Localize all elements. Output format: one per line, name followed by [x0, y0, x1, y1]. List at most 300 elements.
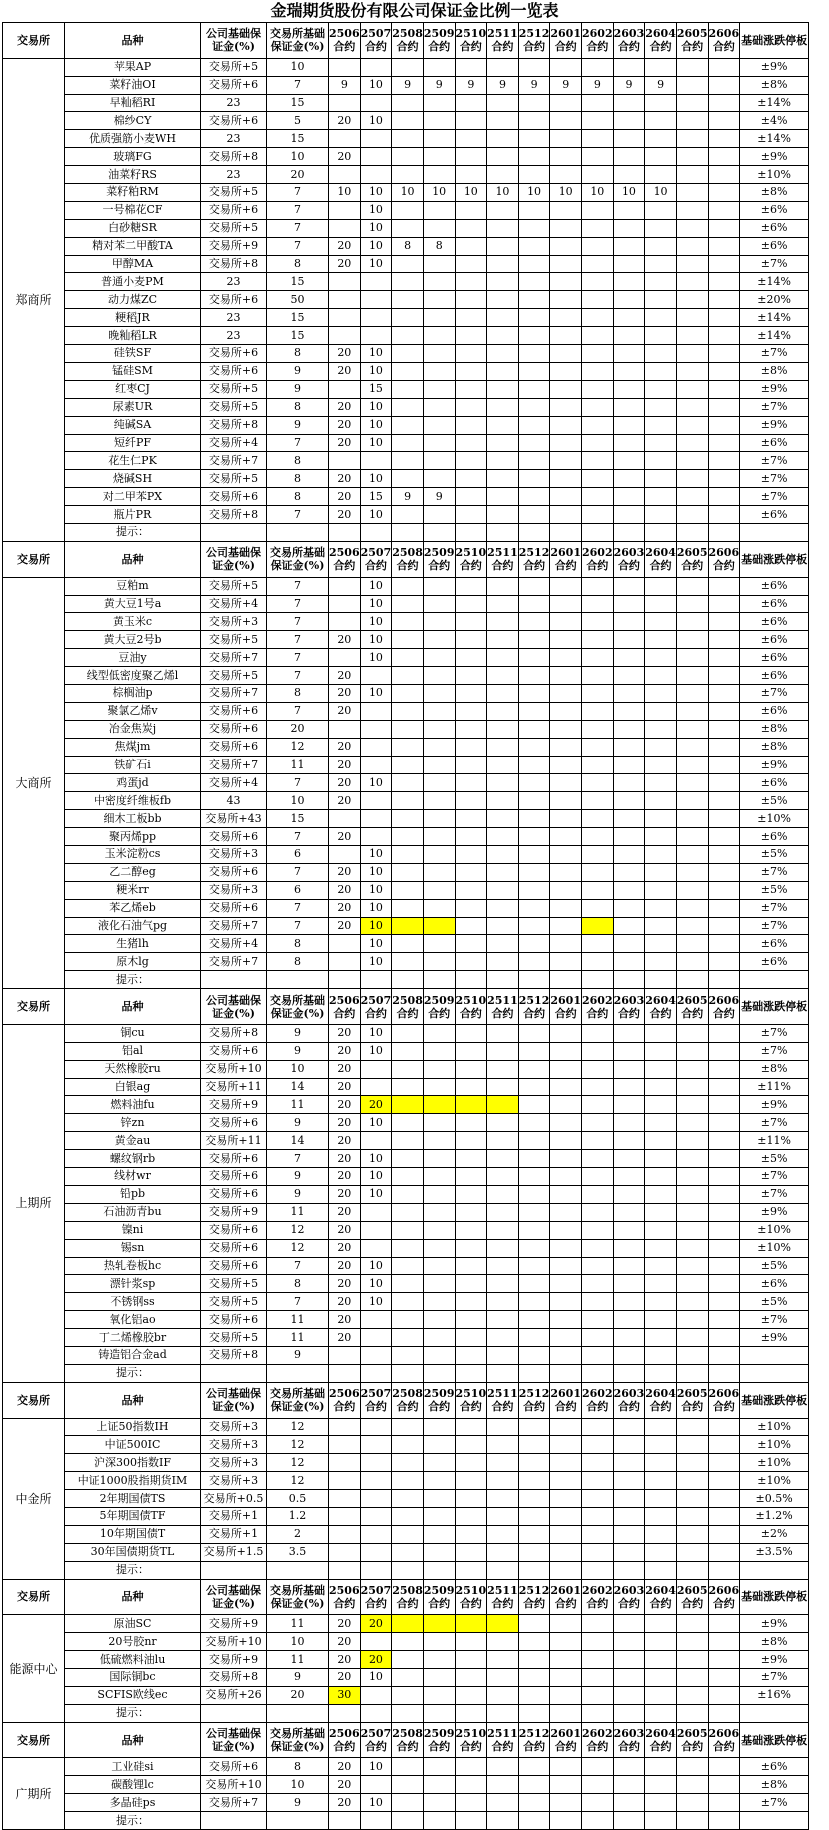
product-cell: 生猪lh [65, 935, 201, 953]
contract-margin-cell [550, 309, 582, 327]
contract-margin-cell [708, 434, 740, 452]
contract-margin-cell [645, 1060, 677, 1078]
product-cell: 菜籽粕RM [65, 184, 201, 202]
empty-cell [423, 971, 455, 989]
contract-margin-cell [550, 488, 582, 506]
company-margin-cell: 交易所+5 [201, 1275, 267, 1293]
contract-margin-cell [550, 273, 582, 291]
contract-margin-cell [582, 1686, 614, 1704]
table-row [3, 631, 809, 649]
company-margin-cell: 交易所+3 [201, 1436, 267, 1454]
contract-margin-cell [392, 863, 424, 881]
column-header: 2602合约 [582, 1722, 614, 1758]
contract-margin-cell [708, 416, 740, 434]
contract-margin-cell [329, 452, 361, 470]
contract-margin-cell [708, 1329, 740, 1347]
contract-margin-cell [455, 1490, 487, 1508]
contract-margin-cell [518, 828, 550, 846]
table-row [3, 649, 809, 667]
contract-margin-cell [645, 577, 677, 595]
company-margin-cell: 交易所+6 [201, 1221, 267, 1239]
contract-margin-cell [550, 1275, 582, 1293]
contract-margin-cell [645, 1239, 677, 1257]
product-cell: 5年期国债TF [65, 1507, 201, 1525]
contract-margin-cell [645, 380, 677, 398]
hint-label: 提示： [65, 971, 201, 989]
contract-margin-cell [613, 881, 645, 899]
contract-margin-cell [550, 738, 582, 756]
contract-margin-cell [487, 702, 519, 720]
exchange-margin-cell: 3.5 [267, 1543, 329, 1561]
contract-margin-cell [613, 1293, 645, 1311]
contract-margin-cell [518, 917, 550, 935]
limit-cell: ±1.2% [740, 1507, 809, 1525]
contract-margin-cell [676, 1042, 708, 1060]
contract-margin-cell [392, 917, 424, 935]
contract-margin-cell [423, 1078, 455, 1096]
product-cell: SCFIS欧线ec [65, 1686, 201, 1704]
contract-margin-cell: 20 [329, 1078, 361, 1096]
table-row [3, 684, 809, 702]
product-cell: 玻璃FG [65, 148, 201, 166]
table-row [3, 488, 809, 506]
product-cell: 黄大豆2号b [65, 631, 201, 649]
contract-margin-cell [613, 201, 645, 219]
contract-margin-cell [676, 309, 708, 327]
exchange-margin-cell: 11 [267, 1329, 329, 1347]
table-row [3, 58, 809, 76]
contract-margin-cell [708, 1525, 740, 1543]
contract-margin-cell [645, 1543, 677, 1561]
product-cell: 线材wr [65, 1168, 201, 1186]
contract-margin-cell [455, 667, 487, 685]
product-cell: 燃料油fu [65, 1096, 201, 1114]
contract-margin-cell [645, 1096, 677, 1114]
product-cell: 豆油y [65, 649, 201, 667]
contract-margin-cell [613, 720, 645, 738]
contract-margin-cell [423, 631, 455, 649]
contract-margin-cell [582, 1794, 614, 1812]
contract-margin-cell [582, 1633, 614, 1651]
contract-margin-cell [487, 1686, 519, 1704]
contract-margin-cell [645, 237, 677, 255]
contract-margin-cell [613, 595, 645, 613]
contract-margin-cell [708, 935, 740, 953]
contract-margin-cell [708, 1168, 740, 1186]
exchange-margin-cell: 9 [267, 1185, 329, 1203]
contract-margin-cell [676, 1275, 708, 1293]
contract-margin-cell [423, 1418, 455, 1436]
contract-margin-cell [392, 1507, 424, 1525]
contract-margin-cell [518, 1239, 550, 1257]
exchange-margin-cell: 7 [267, 595, 329, 613]
contract-margin-cell [329, 327, 361, 345]
table-row [3, 1758, 809, 1776]
contract-margin-cell [550, 1794, 582, 1812]
contract-margin-cell [708, 345, 740, 363]
table-row [3, 899, 809, 917]
contract-margin-cell [518, 452, 550, 470]
contract-margin-cell [676, 345, 708, 363]
contract-margin-cell [455, 595, 487, 613]
limit-cell: ±7% [740, 684, 809, 702]
contract-margin-cell [613, 488, 645, 506]
contract-margin-cell [613, 416, 645, 434]
contract-margin-cell [487, 1311, 519, 1329]
limit-cell: ±6% [740, 828, 809, 846]
contract-margin-cell [392, 1436, 424, 1454]
limit-cell: ±7% [740, 1669, 809, 1687]
company-margin-cell: 交易所+6 [201, 1311, 267, 1329]
contract-margin-cell [582, 273, 614, 291]
contract-margin-cell [455, 1615, 487, 1633]
column-header: 2512合约 [518, 1722, 550, 1758]
contract-margin-cell [613, 1311, 645, 1329]
contract-margin-cell [645, 720, 677, 738]
contract-margin-cell [329, 577, 361, 595]
exchange-margin-cell: 8 [267, 1758, 329, 1776]
contract-margin-cell [518, 1794, 550, 1812]
contract-margin-cell [676, 1239, 708, 1257]
product-cell: 动力煤ZC [65, 291, 201, 309]
contract-margin-cell [392, 1346, 424, 1364]
contract-margin-cell [676, 1454, 708, 1472]
column-header: 2511合约 [487, 23, 519, 59]
limit-cell: ±7% [740, 398, 809, 416]
table-row [3, 219, 809, 237]
contract-margin-cell: 9 [645, 76, 677, 94]
table-row [3, 1293, 809, 1311]
product-cell: 氧化铝ao [65, 1311, 201, 1329]
contract-margin-cell [423, 953, 455, 971]
contract-margin-cell [518, 112, 550, 130]
contract-margin-cell [582, 1257, 614, 1275]
empty-cell [518, 1704, 550, 1722]
contract-margin-cell: 10 [360, 1185, 392, 1203]
contract-margin-cell [708, 166, 740, 184]
contract-margin-cell [550, 1311, 582, 1329]
contract-margin-cell [360, 94, 392, 112]
contract-margin-cell [455, 1293, 487, 1311]
contract-margin-cell [455, 1794, 487, 1812]
column-header: 2510合约 [455, 1382, 487, 1418]
limit-cell: ±10% [740, 1472, 809, 1490]
product-cell: 普通小麦PM [65, 273, 201, 291]
contract-margin-cell: 20 [329, 1275, 361, 1293]
limit-cell: ±6% [740, 595, 809, 613]
contract-margin-cell [676, 631, 708, 649]
contract-margin-cell [582, 166, 614, 184]
contract-margin-cell [392, 434, 424, 452]
contract-margin-cell [518, 506, 550, 524]
empty-cell [582, 1812, 614, 1830]
product-cell: 工业硅si [65, 1758, 201, 1776]
contract-margin-cell [708, 1293, 740, 1311]
company-margin-cell: 交易所+5 [201, 1293, 267, 1311]
contract-margin-cell [392, 1096, 424, 1114]
contract-margin-cell [708, 58, 740, 76]
company-margin-cell: 交易所+6 [201, 1150, 267, 1168]
contract-margin-cell: 20 [329, 917, 361, 935]
contract-margin-cell [455, 291, 487, 309]
empty-cell [267, 523, 329, 541]
column-header: 交易所 [3, 541, 65, 577]
contract-margin-cell [676, 863, 708, 881]
contract-margin-cell [582, 684, 614, 702]
contract-margin-cell [582, 1060, 614, 1078]
company-margin-cell: 交易所+6 [201, 362, 267, 380]
contract-margin-cell [518, 702, 550, 720]
column-header: 2508合约 [392, 541, 424, 577]
company-margin-cell: 交易所+3 [201, 1418, 267, 1436]
column-header: 2509合约 [423, 23, 455, 59]
column-header: 2605合约 [676, 541, 708, 577]
exchange-margin-cell: 9 [267, 1346, 329, 1364]
column-header: 2506合约 [329, 989, 361, 1025]
empty-cell [740, 971, 809, 989]
contract-margin-cell [550, 1257, 582, 1275]
contract-margin-cell [518, 1651, 550, 1669]
header-row [3, 989, 809, 1025]
contract-margin-cell: 10 [360, 1024, 392, 1042]
contract-margin-cell [360, 1525, 392, 1543]
contract-margin-cell: 10 [329, 184, 361, 202]
contract-margin-cell: 10 [360, 1114, 392, 1132]
contract-margin-cell: 10 [360, 470, 392, 488]
contract-margin-cell [360, 166, 392, 184]
company-margin-cell: 交易所+8 [201, 148, 267, 166]
contract-margin-cell [708, 667, 740, 685]
contract-margin-cell: 20 [329, 1776, 361, 1794]
company-margin-cell: 交易所+5 [201, 667, 267, 685]
contract-margin-cell [582, 1346, 614, 1364]
contract-margin-cell [676, 667, 708, 685]
contract-margin-cell [423, 881, 455, 899]
contract-margin-cell [676, 649, 708, 667]
contract-margin-cell [613, 1275, 645, 1293]
limit-cell: ±9% [740, 1651, 809, 1669]
company-margin-cell: 交易所+6 [201, 720, 267, 738]
table-row [3, 1507, 809, 1525]
contract-margin-cell [518, 1669, 550, 1687]
contract-margin-cell: 20 [360, 1651, 392, 1669]
contract-margin-cell [360, 1060, 392, 1078]
contract-margin-cell [455, 613, 487, 631]
limit-cell: ±2% [740, 1525, 809, 1543]
contract-margin-cell [392, 1615, 424, 1633]
contract-margin-cell [487, 237, 519, 255]
contract-margin-cell [423, 1132, 455, 1150]
contract-margin-cell [518, 684, 550, 702]
contract-margin-cell [676, 201, 708, 219]
exchange-margin-cell: 11 [267, 756, 329, 774]
contract-margin-cell [518, 398, 550, 416]
contract-margin-cell [487, 148, 519, 166]
contract-margin-cell [708, 846, 740, 864]
contract-margin-cell [676, 756, 708, 774]
contract-margin-cell [423, 1221, 455, 1239]
empty-cell [645, 523, 677, 541]
contract-margin-cell [455, 1024, 487, 1042]
table-row [3, 1185, 809, 1203]
contract-margin-cell [518, 595, 550, 613]
contract-margin-cell [676, 1490, 708, 1508]
contract-margin-cell [518, 756, 550, 774]
product-cell: 丁二烯橡胶br [65, 1329, 201, 1347]
contract-margin-cell [360, 1633, 392, 1651]
contract-margin-cell [676, 1168, 708, 1186]
contract-margin-cell [676, 1078, 708, 1096]
contract-margin-cell: 20 [329, 774, 361, 792]
limit-cell: ±6% [740, 1758, 809, 1776]
contract-margin-cell [518, 1024, 550, 1042]
contract-margin-cell [487, 917, 519, 935]
contract-margin-cell: 10 [360, 577, 392, 595]
contract-margin-cell: 10 [360, 846, 392, 864]
empty-cell [423, 1561, 455, 1579]
product-cell: 锌zn [65, 1114, 201, 1132]
product-cell: 黄大豆1号a [65, 595, 201, 613]
contract-margin-cell [676, 1024, 708, 1042]
product-cell: 漂针浆sp [65, 1275, 201, 1293]
company-margin-cell: 交易所+6 [201, 201, 267, 219]
exchange-margin-cell: 7 [267, 631, 329, 649]
contract-margin-cell [360, 792, 392, 810]
contract-margin-cell [518, 1346, 550, 1364]
contract-margin-cell [518, 1078, 550, 1096]
contract-margin-cell [329, 201, 361, 219]
column-header: 公司基础保证金(%) [201, 1382, 267, 1418]
contract-margin-cell: 9 [550, 76, 582, 94]
product-cell: 短纤PF [65, 434, 201, 452]
contract-margin-cell: 10 [392, 184, 424, 202]
empty-cell [329, 1561, 361, 1579]
table-row [3, 738, 809, 756]
contract-margin-cell [550, 1669, 582, 1687]
contract-margin-cell [645, 345, 677, 363]
contract-margin-cell [613, 1096, 645, 1114]
column-header: 2605合约 [676, 23, 708, 59]
contract-margin-cell [613, 58, 645, 76]
contract-margin-cell [392, 1132, 424, 1150]
exchange-margin-cell: 8 [267, 470, 329, 488]
contract-margin-cell [423, 1293, 455, 1311]
contract-margin-cell [708, 1239, 740, 1257]
contract-margin-cell [423, 917, 455, 935]
contract-margin-cell [487, 94, 519, 112]
contract-margin-cell [676, 1293, 708, 1311]
contract-margin-cell [518, 1758, 550, 1776]
empty-cell [423, 523, 455, 541]
product-cell: 对二甲苯PX [65, 488, 201, 506]
limit-cell: ±16% [740, 1686, 809, 1704]
table-row [3, 917, 809, 935]
column-header: 基础涨跌停板 [740, 989, 809, 1025]
contract-margin-cell [487, 1203, 519, 1221]
contract-margin-cell: 10 [360, 1293, 392, 1311]
contract-margin-cell [613, 112, 645, 130]
contract-margin-cell [487, 416, 519, 434]
contract-margin-cell [613, 917, 645, 935]
empty-cell [392, 1364, 424, 1382]
contract-margin-cell [613, 148, 645, 166]
contract-margin-cell [550, 1525, 582, 1543]
company-margin-cell: 交易所+3 [201, 846, 267, 864]
contract-margin-cell [423, 1436, 455, 1454]
hint-row [3, 1704, 809, 1722]
contract-margin-cell [613, 309, 645, 327]
contract-margin-cell [487, 1472, 519, 1490]
contract-margin-cell [423, 1758, 455, 1776]
contract-margin-cell [550, 613, 582, 631]
contract-margin-cell [582, 1472, 614, 1490]
contract-margin-cell [423, 416, 455, 434]
table-row [3, 1311, 809, 1329]
contract-margin-cell [645, 667, 677, 685]
contract-margin-cell [392, 1203, 424, 1221]
table-row [3, 112, 809, 130]
contract-margin-cell: 20 [329, 1329, 361, 1347]
contract-margin-cell: 20 [360, 1615, 392, 1633]
company-margin-cell: 交易所+10 [201, 1776, 267, 1794]
contract-margin-cell [329, 273, 361, 291]
contract-margin-cell: 10 [360, 1042, 392, 1060]
hint-row [3, 1364, 809, 1382]
contract-margin-cell [582, 899, 614, 917]
contract-margin-cell [645, 1454, 677, 1472]
contract-margin-cell [392, 1293, 424, 1311]
contract-margin-cell [423, 1329, 455, 1347]
contract-margin-cell [423, 1060, 455, 1078]
contract-margin-cell [455, 237, 487, 255]
contract-margin-cell [392, 720, 424, 738]
column-header: 2512合约 [518, 989, 550, 1025]
contract-margin-cell [392, 792, 424, 810]
contract-margin-cell [455, 309, 487, 327]
contract-margin-cell [613, 237, 645, 255]
contract-margin-cell [518, 1185, 550, 1203]
column-header: 2506合约 [329, 1722, 361, 1758]
contract-margin-cell [392, 1042, 424, 1060]
exchange-margin-cell: 7 [267, 184, 329, 202]
contract-margin-cell [582, 219, 614, 237]
contract-margin-cell: 10 [360, 953, 392, 971]
contract-margin-cell [645, 792, 677, 810]
exchange-margin-cell: 10 [267, 792, 329, 810]
product-cell: 液化石油气pg [65, 917, 201, 935]
contract-margin-cell [708, 899, 740, 917]
company-margin-cell: 交易所+5 [201, 184, 267, 202]
contract-margin-cell [423, 684, 455, 702]
exchange-margin-cell: 7 [267, 219, 329, 237]
contract-margin-cell [676, 434, 708, 452]
contract-margin-cell [392, 1454, 424, 1472]
contract-margin-cell [455, 380, 487, 398]
company-margin-cell: 交易所+11 [201, 1078, 267, 1096]
contract-margin-cell: 10 [518, 184, 550, 202]
contract-margin-cell [423, 1507, 455, 1525]
exchange-cell: 中金所 [3, 1418, 65, 1579]
contract-margin-cell [613, 327, 645, 345]
contract-margin-cell [423, 1150, 455, 1168]
contract-margin-cell [423, 1257, 455, 1275]
contract-margin-cell [487, 434, 519, 452]
product-cell: 尿素UR [65, 398, 201, 416]
company-margin-cell: 交易所+0.5 [201, 1490, 267, 1508]
limit-cell: ±7% [740, 1042, 809, 1060]
contract-margin-cell [487, 1615, 519, 1633]
contract-margin-cell [550, 863, 582, 881]
